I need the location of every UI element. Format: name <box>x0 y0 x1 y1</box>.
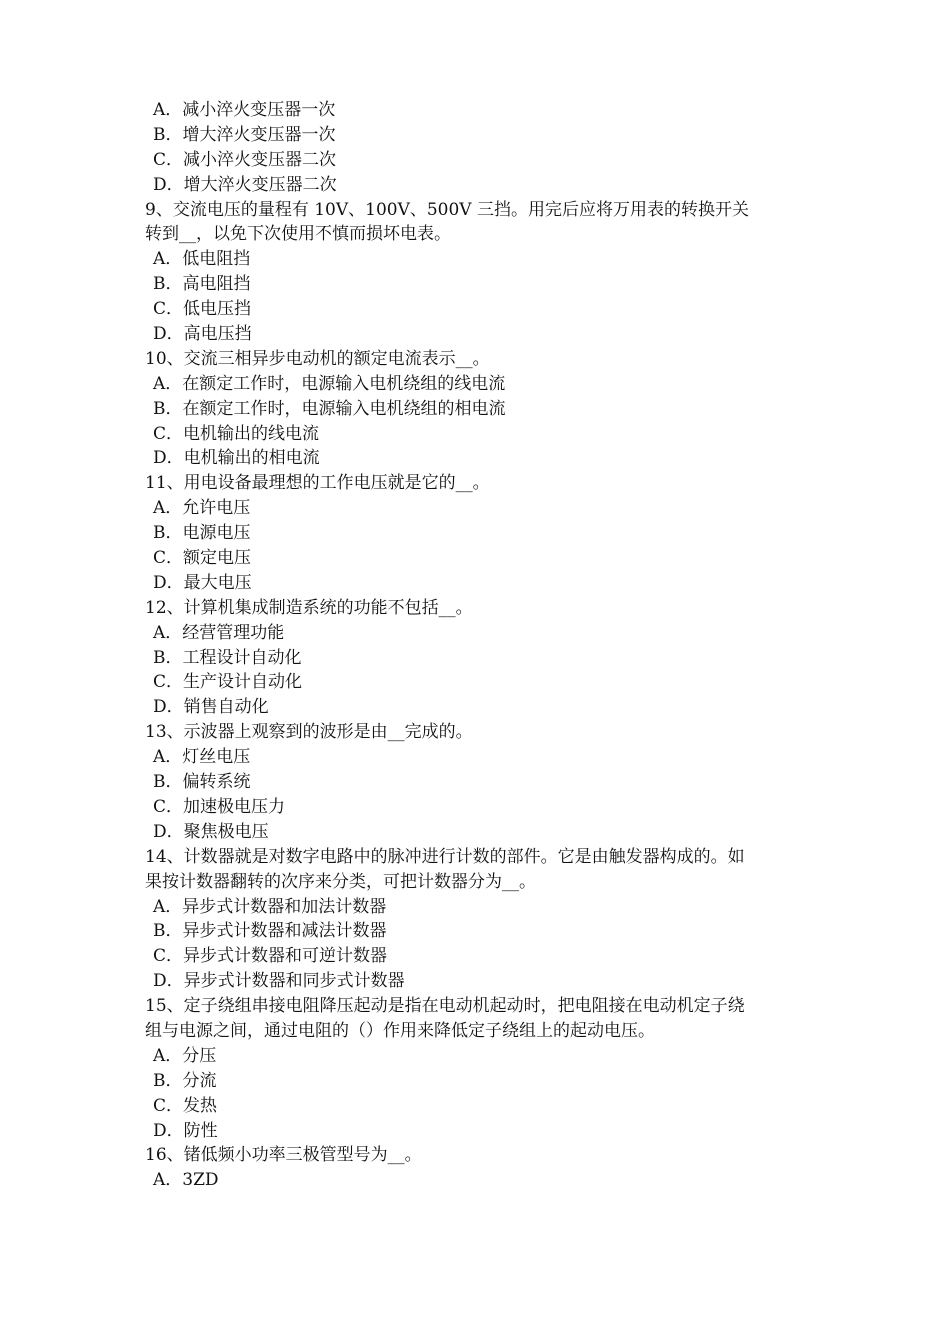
answer-option: B．异步式计数器和减法计数器 <box>153 921 387 942</box>
answer-option: C．减小淬火变压器二次 <box>153 149 337 170</box>
answer-option: D．聚焦极电压 <box>153 821 269 842</box>
answer-option: B．高电阻挡 <box>153 274 251 295</box>
answer-option: D．最大电压 <box>153 572 252 593</box>
answer-option: A．减小淬火变压器一次 <box>153 100 336 120</box>
question-text: 果按计数器翻转的次序来分类，可把计数器分为__。 <box>145 871 536 892</box>
answer-option: D．电机输出的相电流 <box>153 448 320 469</box>
answer-option: D．防性 <box>153 1120 218 1141</box>
question-text: 12、计算机集成制造系统的功能不包括__。 <box>145 597 473 618</box>
answer-option: D．销售自动化 <box>153 697 269 718</box>
answer-option: C．加速极电压力 <box>153 796 286 817</box>
answer-option: C．异步式计数器和可逆计数器 <box>153 946 388 967</box>
answer-option: C．额定电压 <box>153 548 252 569</box>
answer-option: A．3ZD <box>153 1170 219 1191</box>
document-page <box>145 98 815 1193</box>
question-text: 11、用电设备最理想的工作电压就是它的__。 <box>145 473 490 494</box>
answer-option: C．低电压挡 <box>153 299 252 320</box>
answer-option: D．高电压挡 <box>153 324 252 345</box>
answer-option: B．分流 <box>153 1070 217 1091</box>
answer-option: A．灯丝电压 <box>153 747 251 768</box>
answer-option: B．偏转系统 <box>153 772 251 793</box>
answer-option: A．在额定工作时，电源输入电机绕组的线电流 <box>153 373 506 394</box>
answer-option: A．经营管理功能 <box>153 622 285 643</box>
answer-option: B．增大淬火变压器一次 <box>153 124 336 145</box>
question-text: 转到__，以免下次使用不慎而损坏电表。 <box>145 224 451 245</box>
question-text: 15、定子绕组串接电阻降压起动是指在电动机起动时，把电阻接在电动机定子绕 <box>145 996 745 1017</box>
answer-option: A．低电阻挡 <box>153 249 251 270</box>
answer-option: C．电机输出的线电流 <box>153 423 320 444</box>
answer-option: D．异步式计数器和同步式计数器 <box>153 971 405 992</box>
answer-option: A．异步式计数器和加法计数器 <box>153 896 387 917</box>
answer-option: A．分压 <box>153 1045 217 1066</box>
answer-option: A．允许电压 <box>153 498 251 519</box>
question-text: 9、交流电压的量程有 10V、100V、500V 三挡。用完后应将万用表的转换开关 <box>145 199 749 220</box>
answer-option: B．在额定工作时，电源输入电机绕组的相电流 <box>153 398 506 419</box>
question-text: 13、示波器上观察到的波形是由__完成的。 <box>145 722 473 743</box>
answer-option: B．电源电压 <box>153 523 251 544</box>
question-text: 组与电源之间，通过电阻的（）作用来降低定子绕组上的起动电压。 <box>145 1020 655 1041</box>
answer-option: C．发热 <box>153 1095 218 1116</box>
question-text: 10、交流三相异步电动机的额定电流表示__。 <box>145 348 490 369</box>
question-text: 16、锗低频小功率三极管型号为__。 <box>145 1145 422 1166</box>
answer-option: B．工程设计自动化 <box>153 647 302 668</box>
answer-option: C．生产设计自动化 <box>153 672 303 693</box>
question-text: 14、计数器就是对数字电路中的脉冲进行计数的部件。它是由触发器构成的。如 <box>145 846 745 867</box>
answer-option: D．增大淬火变压器二次 <box>153 174 337 195</box>
